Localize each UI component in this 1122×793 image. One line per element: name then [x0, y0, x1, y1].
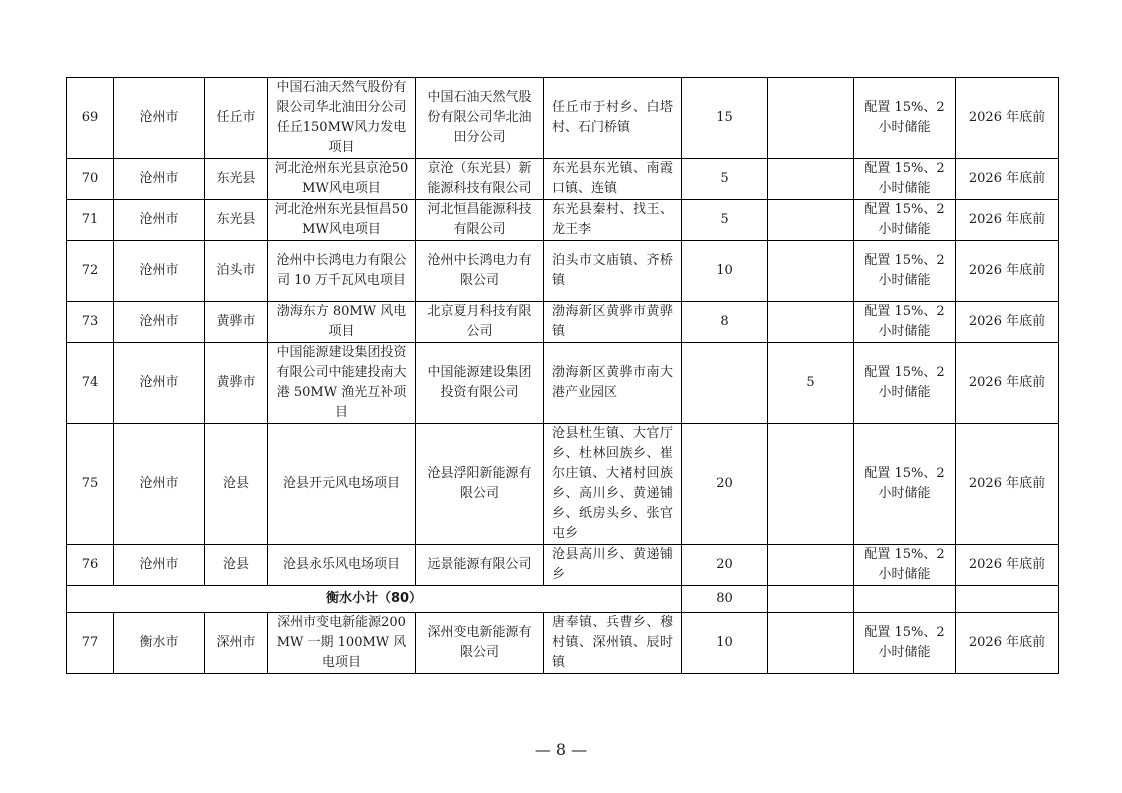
company-cell: 河北恒昌能源科技有限公司: [416, 200, 544, 241]
row-number: 73: [67, 302, 114, 343]
storage-cell: 配置 15%、2 小时储能: [854, 343, 956, 424]
extra-capacity-cell: [768, 241, 854, 302]
storage-cell: 配置 15%、2 小时储能: [854, 241, 956, 302]
project-name-cell: 中国能源建设集团投资有限公司中能建投南大港 50MW 渔光互补项目: [268, 343, 416, 424]
project-name-cell: 中国石油天然气股份有限公司华北油田分公司任丘150MW风力发电项目: [268, 78, 416, 159]
county-cell: 任丘市: [205, 78, 268, 159]
deadline-cell: 2026 年底前: [956, 78, 1059, 159]
city-cell: 沧州市: [114, 302, 205, 343]
storage-cell: 配置 15%、2 小时储能: [854, 200, 956, 241]
row-number: 71: [67, 200, 114, 241]
row-number: 77: [67, 613, 114, 674]
project-table: [66, 77, 1059, 674]
storage-cell: 配置 15%、2 小时储能: [854, 159, 956, 200]
project-name-cell: 沧州中长鸿电力有限公司 10 万千瓦风电项目: [268, 241, 416, 302]
project-name-cell: 沧县永乐风电场项目: [268, 545, 416, 586]
storage-cell: 配置 15%、2 小时储能: [854, 545, 956, 586]
empty-cell: [956, 586, 1059, 613]
location-cell: 东光县东光镇、南霞口镇、连镇: [544, 159, 682, 200]
extra-capacity-cell: [768, 424, 854, 545]
row-number: 70: [67, 159, 114, 200]
capacity-cell: 5: [682, 200, 768, 241]
deadline-cell: 2026 年底前: [956, 200, 1059, 241]
city-cell: 衡水市: [114, 613, 205, 674]
deadline-cell: 2026 年底前: [956, 343, 1059, 424]
location-cell: 唐奉镇、兵曹乡、穆村镇、深州镇、辰时镇: [544, 613, 682, 674]
capacity-cell: 10: [682, 241, 768, 302]
county-cell: 泊头市: [205, 241, 268, 302]
row-number: 76: [67, 545, 114, 586]
table-row: [67, 78, 1059, 159]
row-number: 75: [67, 424, 114, 545]
location-cell: 任丘市于村乡、白塔村、石门桥镇: [544, 78, 682, 159]
city-cell: 沧州市: [114, 78, 205, 159]
extra-capacity-cell: [768, 78, 854, 159]
capacity-cell: 20: [682, 545, 768, 586]
extra-capacity-cell: [768, 545, 854, 586]
location-cell: 泊头市文庙镇、齐桥镇: [544, 241, 682, 302]
table-row: [67, 200, 1059, 241]
storage-cell: 配置 15%、2 小时储能: [854, 78, 956, 159]
table-row: [67, 302, 1059, 343]
company-cell: 沧州中长鸿电力有限公司: [416, 241, 544, 302]
project-name-cell: 深州市变电新能源200MW 一期 100MW 风电项目: [268, 613, 416, 674]
county-cell: 黄骅市: [205, 343, 268, 424]
company-cell: 北京夏月科技有限公司: [416, 302, 544, 343]
company-cell: 京沧（东光县）新能源科技有限公司: [416, 159, 544, 200]
city-cell: 沧州市: [114, 343, 205, 424]
subtotal-label: 衡水小计（80）: [67, 586, 682, 613]
project-name-cell: 沧县开元风电场项目: [268, 424, 416, 545]
storage-cell: 配置 15%、2 小时储能: [854, 424, 956, 545]
county-cell: 沧县: [205, 424, 268, 545]
empty-cell: [854, 586, 956, 613]
extra-capacity-cell: [768, 159, 854, 200]
storage-cell: 配置 15%、2 小时储能: [854, 302, 956, 343]
city-cell: 沧州市: [114, 241, 205, 302]
page-number: — 8 —: [534, 740, 588, 759]
extra-capacity-cell: 5: [768, 343, 854, 424]
company-cell: 远景能源有限公司: [416, 545, 544, 586]
table-row: [67, 613, 1059, 674]
county-cell: 深州市: [205, 613, 268, 674]
project-name-cell: 渤海东方 80MW 风电项目: [268, 302, 416, 343]
deadline-cell: 2026 年底前: [956, 159, 1059, 200]
location-cell: 东光县秦村、找王、龙王李: [544, 200, 682, 241]
county-cell: 东光县: [205, 200, 268, 241]
project-name-cell: 河北沧州东光县恒昌50MW风电项目: [268, 200, 416, 241]
capacity-cell: 15: [682, 78, 768, 159]
row-number: 72: [67, 241, 114, 302]
location-cell: 沧县高川乡、黄递铺乡: [544, 545, 682, 586]
county-cell: 东光县: [205, 159, 268, 200]
storage-cell: 配置 15%、2 小时储能: [854, 613, 956, 674]
row-number: 69: [67, 78, 114, 159]
company-cell: 中国能源建设集团投资有限公司: [416, 343, 544, 424]
deadline-cell: 2026 年底前: [956, 302, 1059, 343]
extra-capacity-cell: [768, 613, 854, 674]
city-cell: 沧州市: [114, 159, 205, 200]
row-number: 74: [67, 343, 114, 424]
company-cell: 深州变电新能源有限公司: [416, 613, 544, 674]
company-cell: 中国石油天然气股份有限公司华北油田分公司: [416, 78, 544, 159]
project-name-cell: 河北沧州东光县京沧50MW风电项目: [268, 159, 416, 200]
capacity-cell: [682, 343, 768, 424]
extra-capacity-cell: [768, 302, 854, 343]
table-row: [67, 545, 1059, 586]
table-row: [67, 343, 1059, 424]
deadline-cell: 2026 年底前: [956, 545, 1059, 586]
extra-capacity-cell: [768, 200, 854, 241]
table-row: [67, 424, 1059, 545]
city-cell: 沧州市: [114, 200, 205, 241]
subtotal-row: [67, 586, 1059, 613]
subtotal-capacity: 80: [682, 586, 768, 613]
deadline-cell: 2026 年底前: [956, 424, 1059, 545]
table-row: [67, 241, 1059, 302]
county-cell: 黄骅市: [205, 302, 268, 343]
table-row: [67, 159, 1059, 200]
capacity-cell: 20: [682, 424, 768, 545]
capacity-cell: 5: [682, 159, 768, 200]
location-cell: 渤海新区黄骅市黄骅镇: [544, 302, 682, 343]
capacity-cell: 10: [682, 613, 768, 674]
city-cell: 沧州市: [114, 424, 205, 545]
city-cell: 沧州市: [114, 545, 205, 586]
location-cell: 渤海新区黄骅市南大港产业园区: [544, 343, 682, 424]
county-cell: 沧县: [205, 545, 268, 586]
deadline-cell: 2026 年底前: [956, 241, 1059, 302]
location-cell: 沧县杜生镇、大官厅乡、杜林回族乡、崔尔庄镇、大褚村回族乡、高川乡、黄递铺乡、纸房头乡、张官屯乡: [544, 424, 682, 545]
empty-cell: [768, 586, 854, 613]
deadline-cell: 2026 年底前: [956, 613, 1059, 674]
capacity-cell: 8: [682, 302, 768, 343]
company-cell: 沧县浮阳新能源有限公司: [416, 424, 544, 545]
